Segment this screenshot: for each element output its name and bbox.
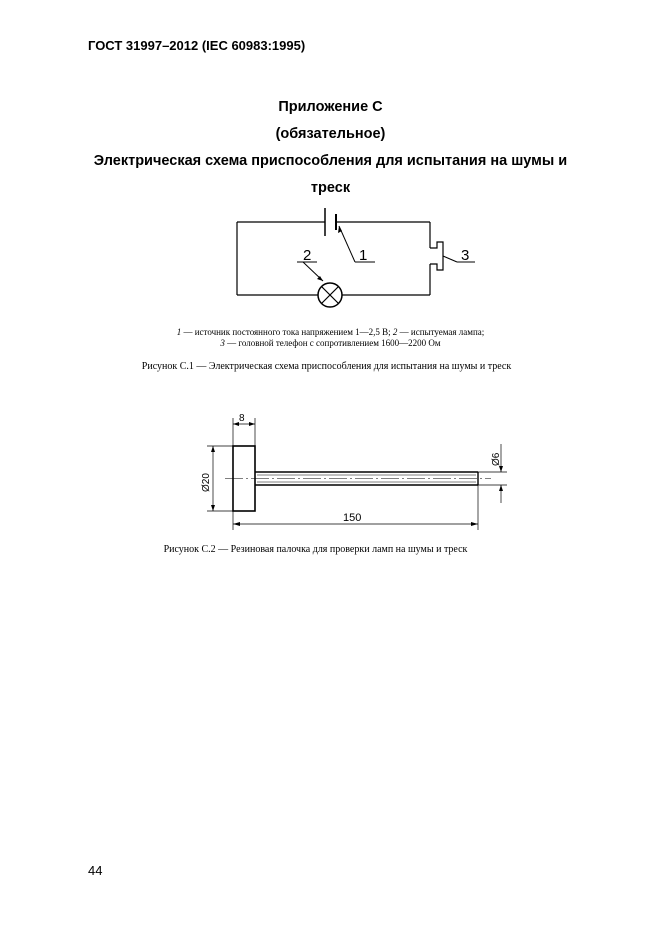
legend-text-3: — головной телефон с сопротивлением 1600—2200 Ом	[224, 338, 441, 348]
figure2-caption: Рисунок С.2 — Резиновая палочка для проверки ламп на шумы и треск	[163, 544, 468, 555]
appendix-heading-line2: треск	[310, 180, 351, 196]
label-2: 2	[303, 247, 312, 264]
figure1-legend-line1	[0, 327, 661, 337]
legend-num-3: 3	[220, 338, 225, 348]
label-1: 1	[359, 247, 368, 264]
appendix-status: (обязательное)	[275, 126, 386, 142]
dim-150-label: 150	[343, 512, 362, 524]
dim-8-arrow-right	[249, 422, 255, 426]
legend-num-1: 1	[176, 327, 182, 337]
dim-150-arrow-right	[471, 522, 478, 526]
circuit-diagram	[225, 200, 485, 315]
rubber-stick-drawing	[195, 408, 525, 538]
label-3: 3	[461, 247, 470, 264]
dim-150-arrow-left	[233, 522, 240, 526]
dim-6-label: Ø6	[491, 452, 502, 466]
appendix-heading-line1: Электрическая схема приспособления для испытания на шумы и	[93, 153, 568, 169]
legend-text-2: — испытуемая лампа;	[397, 327, 485, 337]
leader-line-3	[443, 256, 457, 262]
dim-6-arrow-bottom	[499, 485, 503, 491]
page-number: 44	[88, 863, 103, 878]
dim-20-arrow-top	[211, 446, 215, 452]
leader-line-1	[339, 226, 355, 262]
dim-8-label: 8	[239, 413, 245, 424]
dim-20-arrow-bottom	[211, 505, 215, 511]
dim-20-label: Ø20	[201, 473, 212, 492]
legend-text-1: — источник постоянного тока напряжением 1—2,5 В;	[181, 327, 393, 337]
legend-num-2: 2	[392, 327, 398, 337]
figure1-caption: Рисунок С.1 — Электрическая схема приспособления для испытания на шумы и треск	[141, 361, 512, 372]
appendix-title: Приложение С	[278, 99, 383, 115]
telephone-symbol	[430, 242, 443, 270]
document-standard-header: ГОСТ 31997–2012 (IEC 60983:1995)	[88, 38, 306, 53]
figure1-legend-line2	[0, 338, 661, 348]
